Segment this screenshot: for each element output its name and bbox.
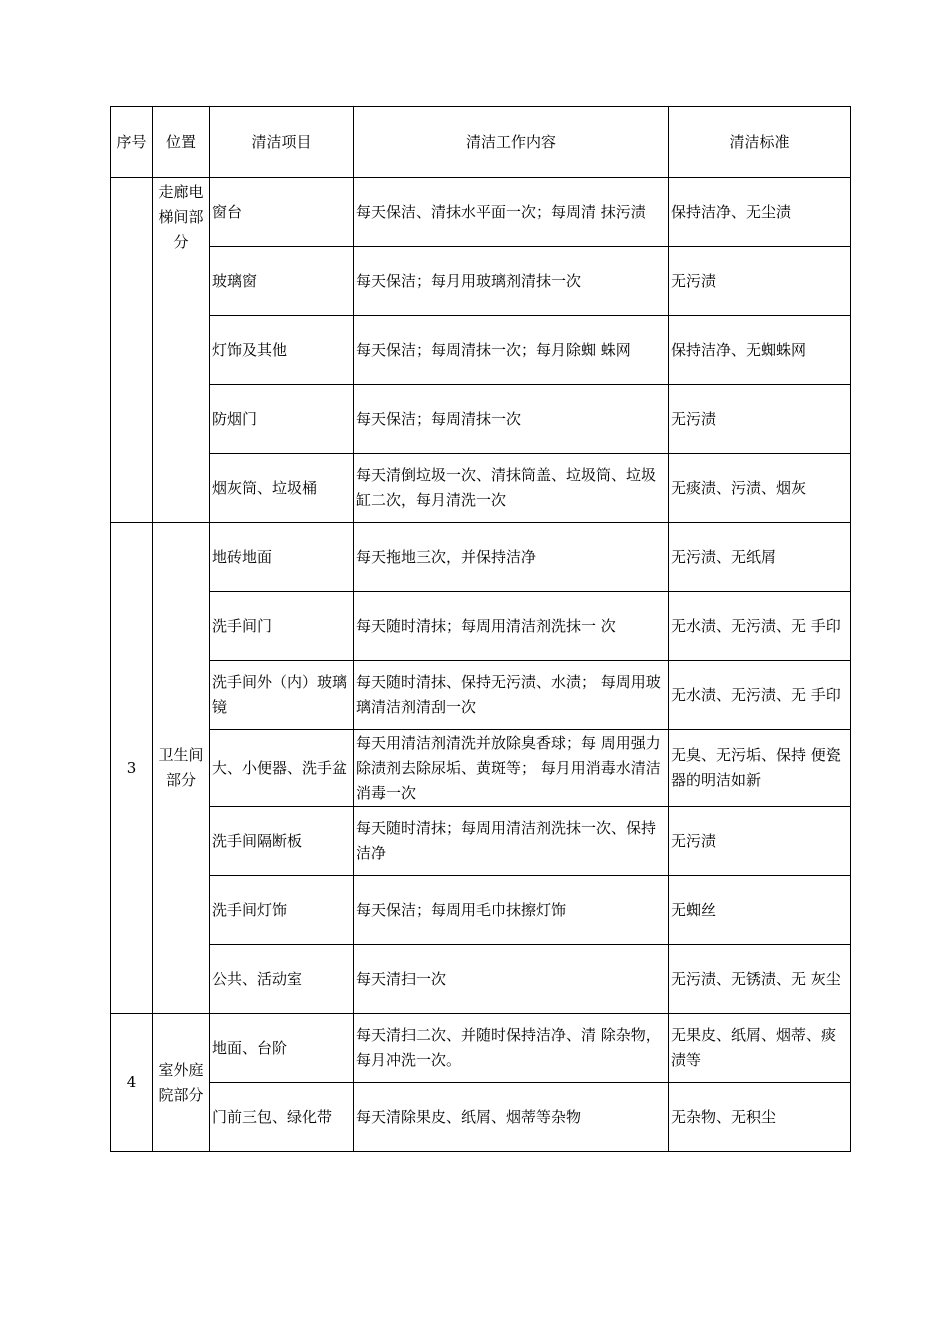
cleaning-content: 每天拖地三次，并保持洁净 (354, 523, 669, 592)
table-row (111, 807, 851, 876)
table-row (111, 661, 851, 730)
cleaning-item: 玻璃窗 (210, 247, 354, 316)
cleaning-standard: 无污渍、无纸屑 (669, 523, 851, 592)
cleaning-content: 每天保洁；每周用毛巾抹擦灯饰 (354, 876, 669, 945)
header-content: 清洁工作内容 (354, 107, 669, 178)
table-row (111, 247, 851, 316)
cleaning-standard: 无果皮、纸屑、烟蒂、痰渍等 (669, 1014, 851, 1083)
table-row (111, 1083, 851, 1152)
cleaning-content: 每天随时清抹；每周用清洁剂洗抹一次、保持洁净 (354, 807, 669, 876)
cleaning-standard: 无臭、无污垢、保持 便瓷器的明洁如新 (669, 730, 851, 807)
header-item: 清洁项目 (210, 107, 354, 178)
section-number (111, 178, 153, 523)
cleaning-item: 烟灰筒、垃圾桶 (210, 454, 354, 523)
table-row (111, 316, 851, 385)
cleaning-item: 门前三包、绿化带 (210, 1083, 354, 1152)
table-row (111, 730, 851, 807)
cleaning-standard: 无痰渍、污渍、烟灰 (669, 454, 851, 523)
cleaning-content: 每天保洁；每月用玻璃剂清抹一次 (354, 247, 669, 316)
cleaning-content: 每天随时清抹、保持无污渍、水渍； 每周用玻璃清洁剂清刮一次 (354, 661, 669, 730)
header-location: 位置 (153, 107, 210, 178)
section-number: 4 (111, 1014, 153, 1152)
cleaning-standard: 无污渍 (669, 807, 851, 876)
cleaning-content: 每天保洁；每周清抹一次；每月除蜘 蛛网 (354, 316, 669, 385)
cleaning-standard: 无水渍、无污渍、无 手印 (669, 661, 851, 730)
section-location: 室外庭院部分 (153, 1014, 210, 1152)
table-row (111, 945, 851, 1014)
cleaning-standard: 无水渍、无污渍、无 手印 (669, 592, 851, 661)
cleaning-standards-table (110, 106, 851, 1152)
section-number: 3 (111, 523, 153, 1014)
cleaning-item: 公共、活动室 (210, 945, 354, 1014)
section-location: 卫生间部分 (153, 523, 210, 1014)
cleaning-content: 每天用清洁剂清洗并放除臭香球；每 周用强力除渍剂去除尿垢、黄斑等； 每月用消毒水清洁消毒一次 (354, 730, 669, 807)
cleaning-item: 洗手间隔断板 (210, 807, 354, 876)
cleaning-content: 每天保洁；每周清抹一次 (354, 385, 669, 454)
cleaning-standard: 保持洁净、无蜘蛛网 (669, 316, 851, 385)
cleaning-item: 大、小便器、洗手盆 (210, 730, 354, 807)
cleaning-content: 每天清倒垃圾一次、清抹筒盖、垃圾筒、垃圾缸二次，每月清洗一次 (354, 454, 669, 523)
table-row (111, 454, 851, 523)
table-header-row (111, 107, 851, 178)
table-row (111, 178, 851, 247)
cleaning-content: 每天清除果皮、纸屑、烟蒂等杂物 (354, 1083, 669, 1152)
cleaning-item: 窗台 (210, 178, 354, 247)
cleaning-item: 地砖地面 (210, 523, 354, 592)
cleaning-content: 每天清扫一次 (354, 945, 669, 1014)
cleaning-standard: 无蜘丝 (669, 876, 851, 945)
table-row (111, 876, 851, 945)
cleaning-standard: 无污渍 (669, 247, 851, 316)
cleaning-standard: 无污渍、无锈渍、无 灰尘 (669, 945, 851, 1014)
table-row (111, 1014, 851, 1083)
cleaning-item: 洗手间外（内）玻璃镜 (210, 661, 354, 730)
table-row (111, 592, 851, 661)
section-location: 走廊电梯间部分 (153, 178, 210, 523)
table-row (111, 385, 851, 454)
cleaning-content: 每天清扫二次、并随时保持洁净、清 除杂物，每月冲洗一次。 (354, 1014, 669, 1083)
cleaning-item: 防烟门 (210, 385, 354, 454)
header-standard: 清洁标准 (669, 107, 851, 178)
cleaning-standard: 无污渍 (669, 385, 851, 454)
cleaning-item: 地面、台阶 (210, 1014, 354, 1083)
cleaning-content: 每天保洁、清抹水平面一次；每周清 抹污渍 (354, 178, 669, 247)
cleaning-standard: 无杂物、无积尘 (669, 1083, 851, 1152)
cleaning-item: 灯饰及其他 (210, 316, 354, 385)
header-no: 序号 (111, 107, 153, 178)
table-row (111, 523, 851, 592)
cleaning-item: 洗手间门 (210, 592, 354, 661)
cleaning-item: 洗手间灯饰 (210, 876, 354, 945)
cleaning-standard: 保持洁净、无尘渍 (669, 178, 851, 247)
cleaning-content: 每天随时清抹；每周用清洁剂洗抹一 次 (354, 592, 669, 661)
